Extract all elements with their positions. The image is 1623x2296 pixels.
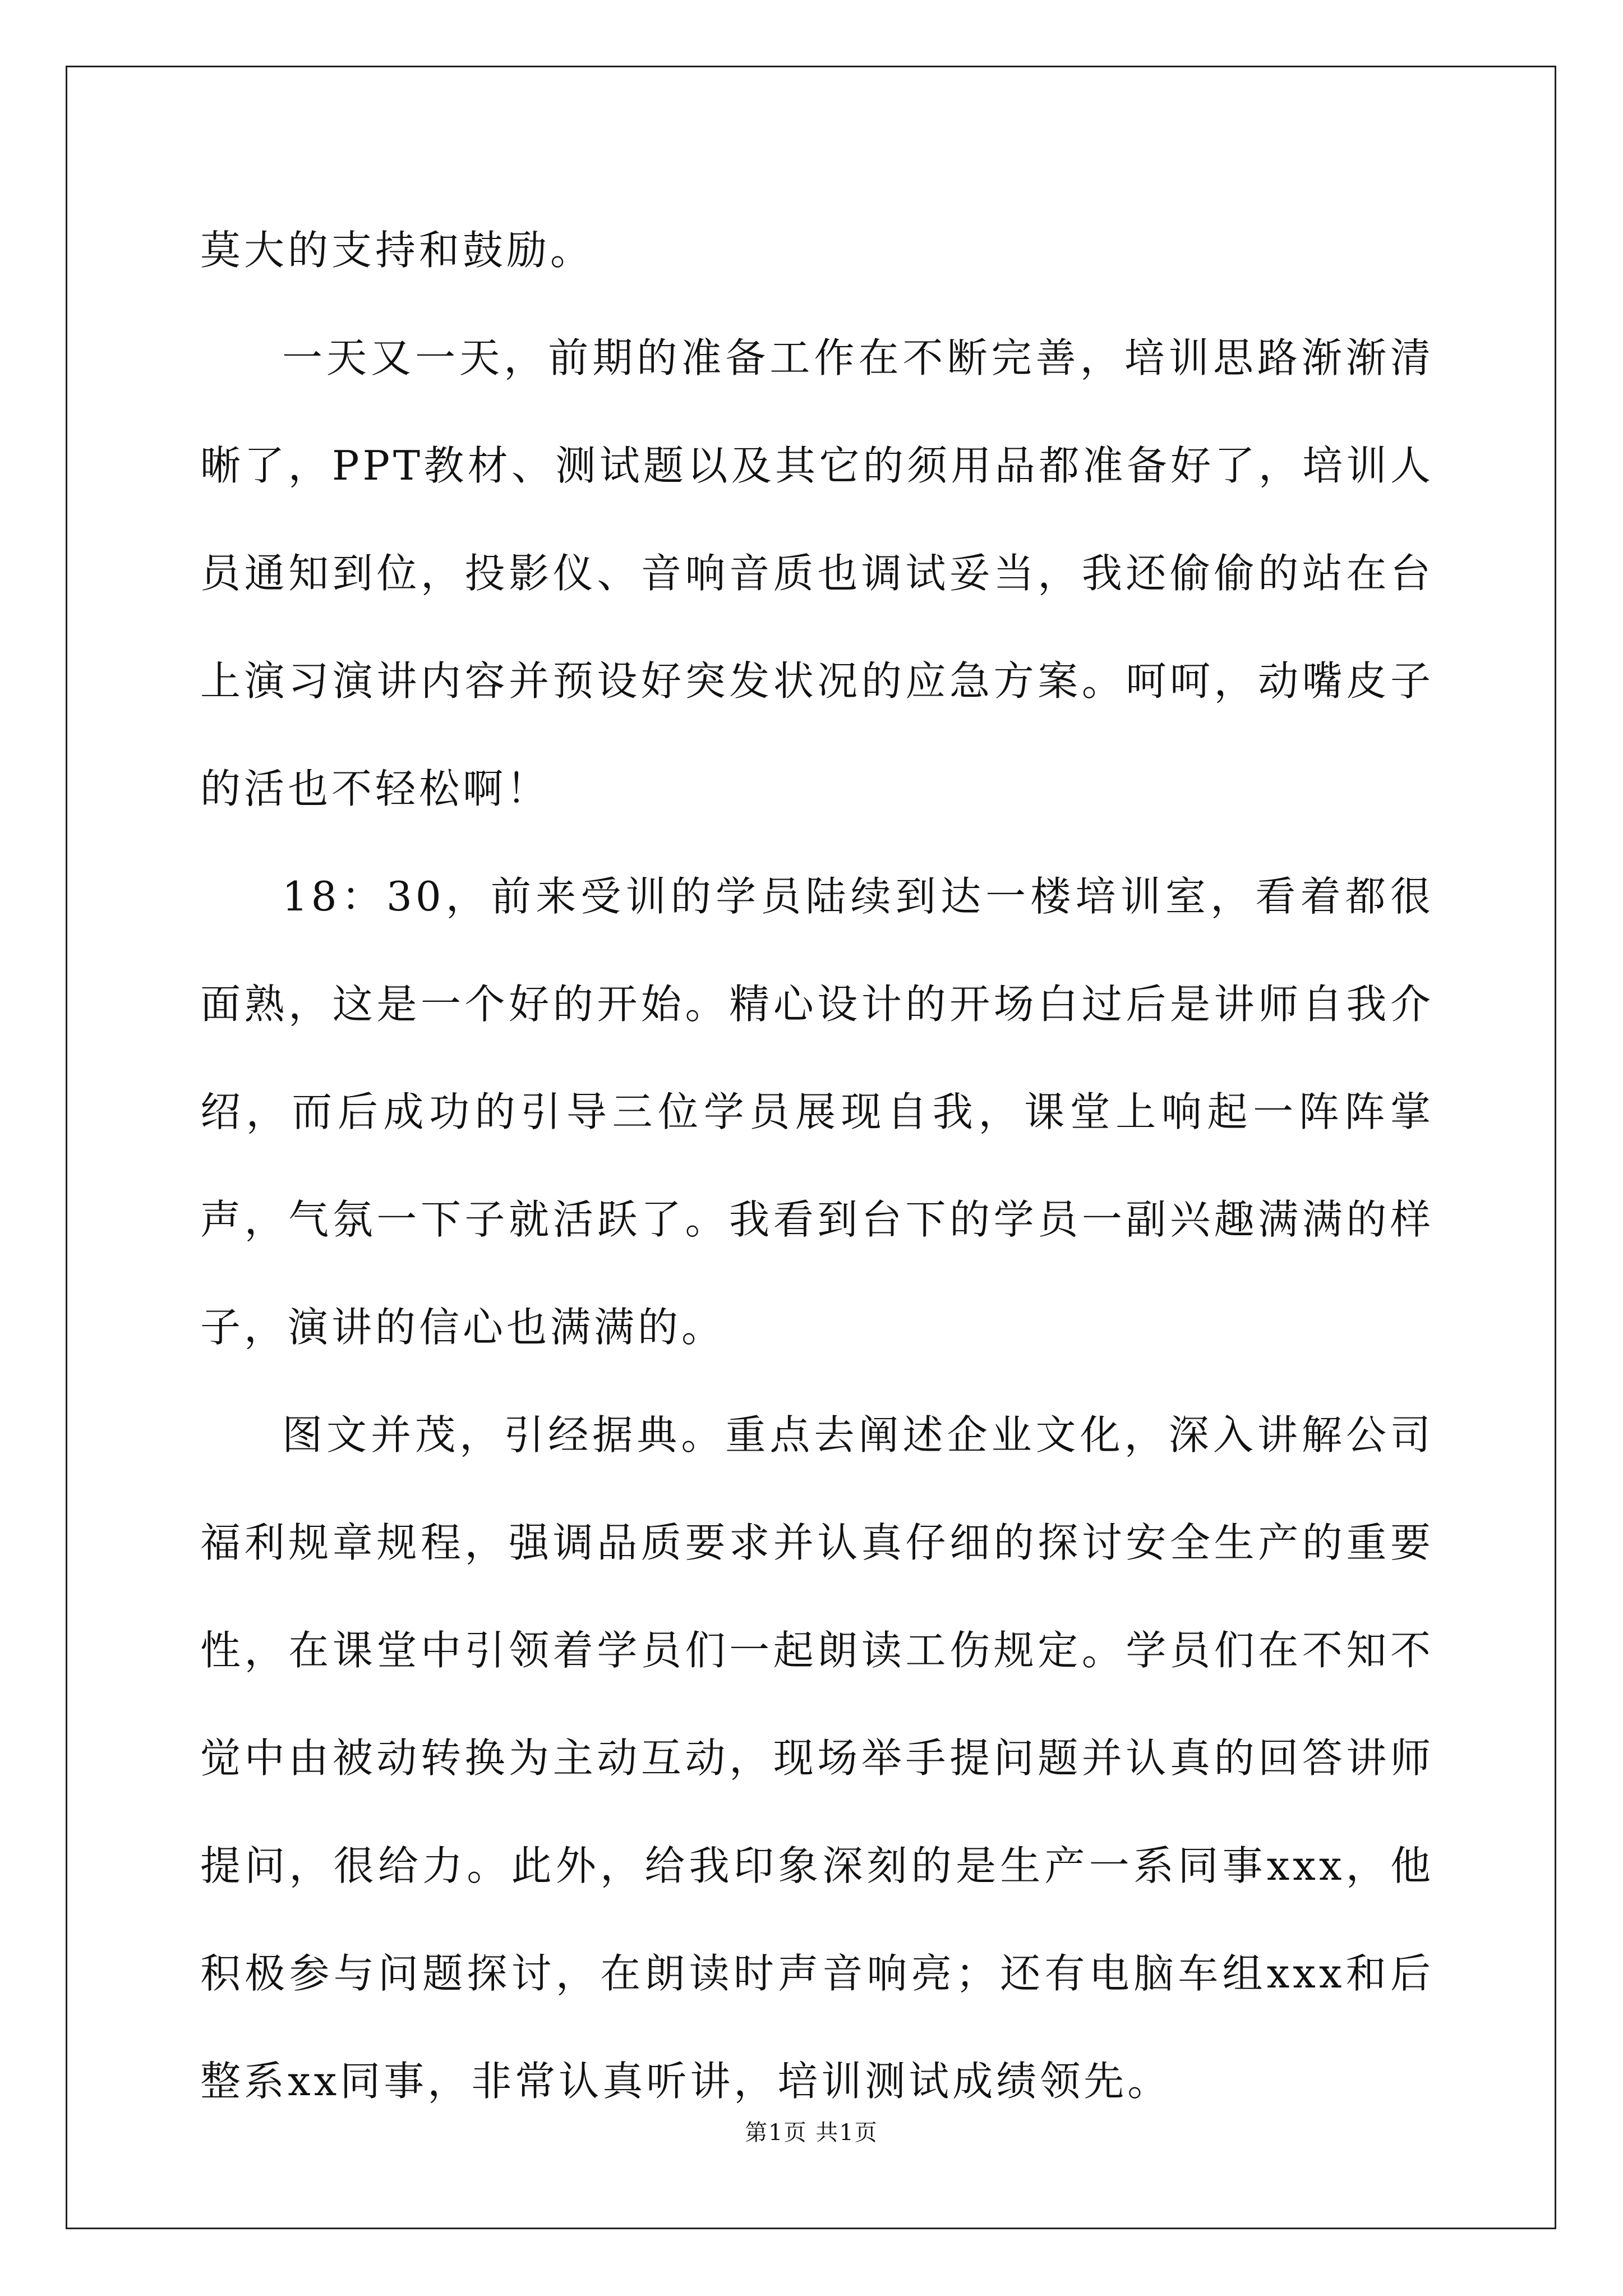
paragraph-continuation: 莫大的支持和鼓励。 <box>200 227 594 274</box>
paragraph-training-content: 图文并茂，引经据典。重点去阐述企业文化，深入讲解公司福利规章规程，强调品质要求并认真仔细的探讨安全生产的重要性，在课堂中引领着学员们一起朗读工伤规定。学员们在不知不觉中由被动转换为主动互动，现场举手提问题并认真的回答讲师提问，很给力。此外，给我印象深刻的是生产一系同事xxx，他积极参与问题探讨，在朗读时声音响亮；还有电脑车组xxx和后整系xx同事，非常认真听讲，培训测试成绩领先。 <box>200 1411 1434 2105</box>
document-body <box>200 196 1434 2135</box>
paragraph-preparation: 一天又一天，前期的准备工作在不断完善，培训思路渐渐清晰了，PPT教材、测试题以及其它的须用品都准备好了，培训人员通知到位，投影仪、音响音质也调试妥当，我还偷偷的站在台上演习演讲内容并预设好突发状况的应急方案。呵呵，动嘴皮子的活也不轻松啊！ <box>200 334 1434 812</box>
page-number-footer: 第1页 共1页 <box>745 2120 878 2146</box>
paragraph-training-start: 18：30，前来受训的学员陆续到达一楼培训室，看着都很面熟，这是一个好的开始。精心设计的开场白过后是讲师自我介绍，而后成功的引导三位学员展现自我，课堂上响起一阵阵掌声，气氛一下子就活跃了。我看到台下的学员一副兴趣满满的样子，演讲的信心也满满的。 <box>200 873 1434 1351</box>
